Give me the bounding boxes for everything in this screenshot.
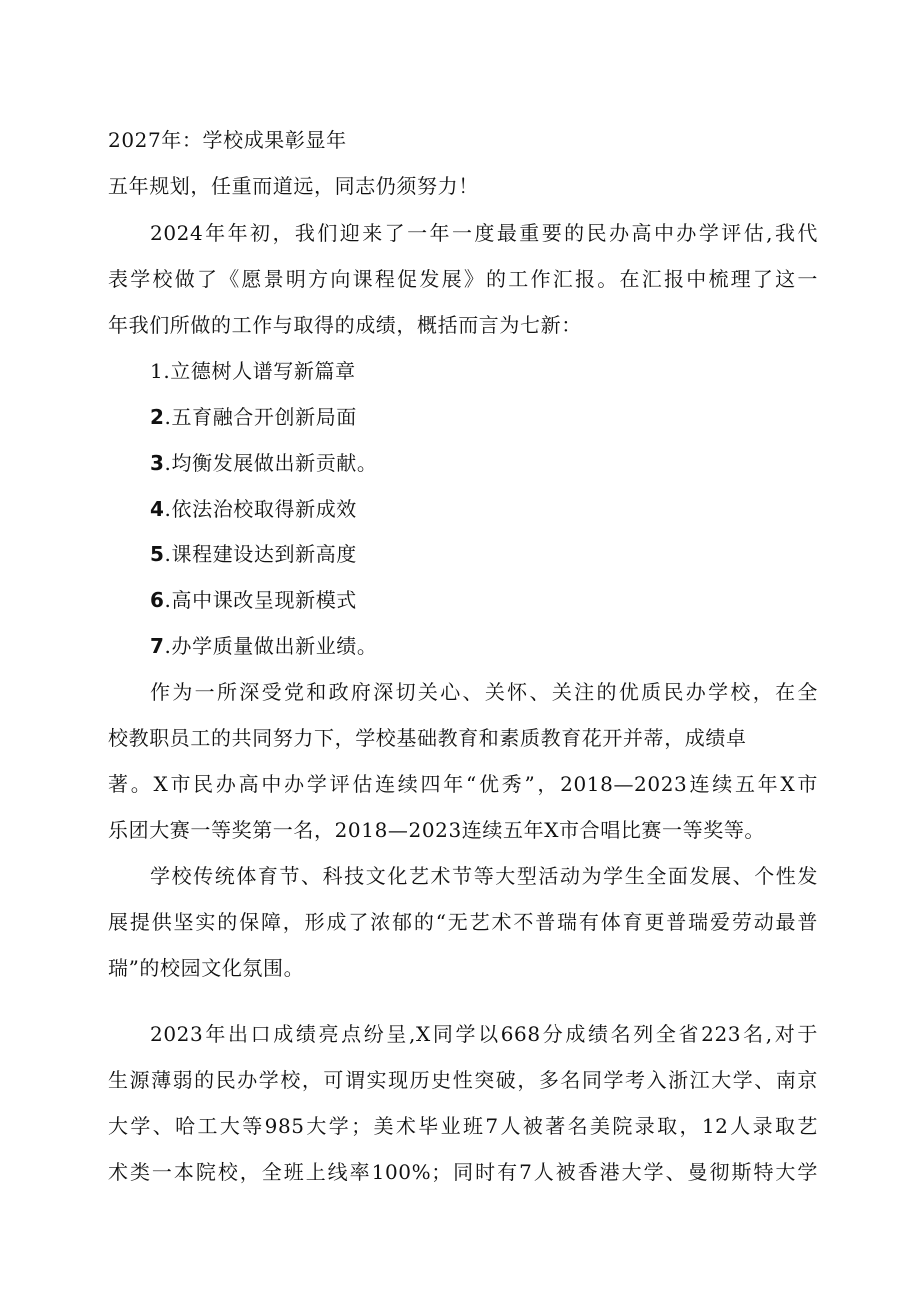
para2-line2: 校教职员工的共同努力下，学校基础教育和素质教育花开并蒂，成绩卓 bbox=[108, 726, 747, 750]
list-item-text: .课程建设达到新高度 bbox=[164, 542, 357, 566]
para2-line1: 作为一所深受党和政府深切关心、关怀、关注的优质民办学校，在全 bbox=[150, 680, 818, 704]
para2-line4: 乐团大赛一等奖第一名，2018—2023连续五年X市合唱比赛一等奖等。 bbox=[108, 818, 766, 842]
list-item-4 bbox=[150, 495, 818, 523]
para2-line3: 著。X市民办高中办学评估连续四年“优秀”，2018—2023连续五年X市 bbox=[108, 772, 818, 796]
para1-line3: 年我们所做的工作与取得的成绩，概括而言为七新： bbox=[108, 313, 582, 337]
list-item-2 bbox=[150, 403, 818, 431]
list-item-text: .办学质量做出新业绩。 bbox=[164, 634, 378, 658]
list-item-text: .均衡发展做出新贡献。 bbox=[164, 451, 378, 475]
list-item-number: 1. bbox=[150, 359, 171, 383]
section-heading: 2027年：学校成果彰显年 bbox=[108, 128, 347, 152]
para3-line3: 瑞”的校园文化氛围。 bbox=[108, 956, 305, 980]
list-item-number: 4 bbox=[150, 497, 165, 521]
subheading: 五年规划，任重而道远，同志仍须努力！ bbox=[108, 174, 479, 198]
list-item-1 bbox=[150, 357, 818, 385]
list-item-text: .五育融合开创新局面 bbox=[164, 405, 357, 429]
list-item-text: .依法治校取得新成效 bbox=[164, 497, 357, 521]
para4-line1: 2023年出口成绩亮点纷呈,X同学以668分成绩名列全省223名,对于 bbox=[150, 1022, 818, 1046]
list-item-7 bbox=[150, 632, 818, 660]
list-item-number: 2 bbox=[150, 405, 165, 429]
para4-line4: 术类一本院校，全班上线率100%；同时有7人被香港大学、曼彻斯特大学 bbox=[108, 1160, 818, 1184]
list-item-text: .高中课改呈现新模式 bbox=[164, 588, 357, 612]
para1-line1: 2024年年初，我们迎来了一年一度最重要的民办高中办学评估,我代 bbox=[150, 221, 818, 245]
para4-line2: 生源薄弱的民办学校，可谓实现历史性突破，多名同学考入浙江大学、南京 bbox=[108, 1068, 818, 1092]
list-item-3 bbox=[150, 449, 818, 477]
para4-line3: 大学、哈工大等985大学；美术毕业班7人被著名美院录取，12人录取艺 bbox=[108, 1114, 818, 1138]
para3-line1: 学校传统体育节、科技文化艺术节等大型活动为学生全面发展、个性发 bbox=[150, 864, 818, 888]
list-item-6 bbox=[150, 586, 818, 614]
list-item-number: 6 bbox=[150, 588, 165, 612]
para3-line2: 展提供坚实的保障，形成了浓郁的“无艺术不普瑞有体育更普瑞爱劳动最普 bbox=[108, 910, 818, 934]
para1-line2: 表学校做了《愿景明方向课程促发展》的工作汇报。在汇报中梳理了这一 bbox=[108, 267, 818, 291]
list-item-number: 7 bbox=[150, 634, 165, 658]
list-item-text: 立德树人谱写新篇章 bbox=[170, 359, 356, 383]
list-item-number: 3 bbox=[150, 451, 165, 475]
list-item-number: 5 bbox=[150, 542, 165, 566]
list-item-5 bbox=[150, 540, 818, 568]
